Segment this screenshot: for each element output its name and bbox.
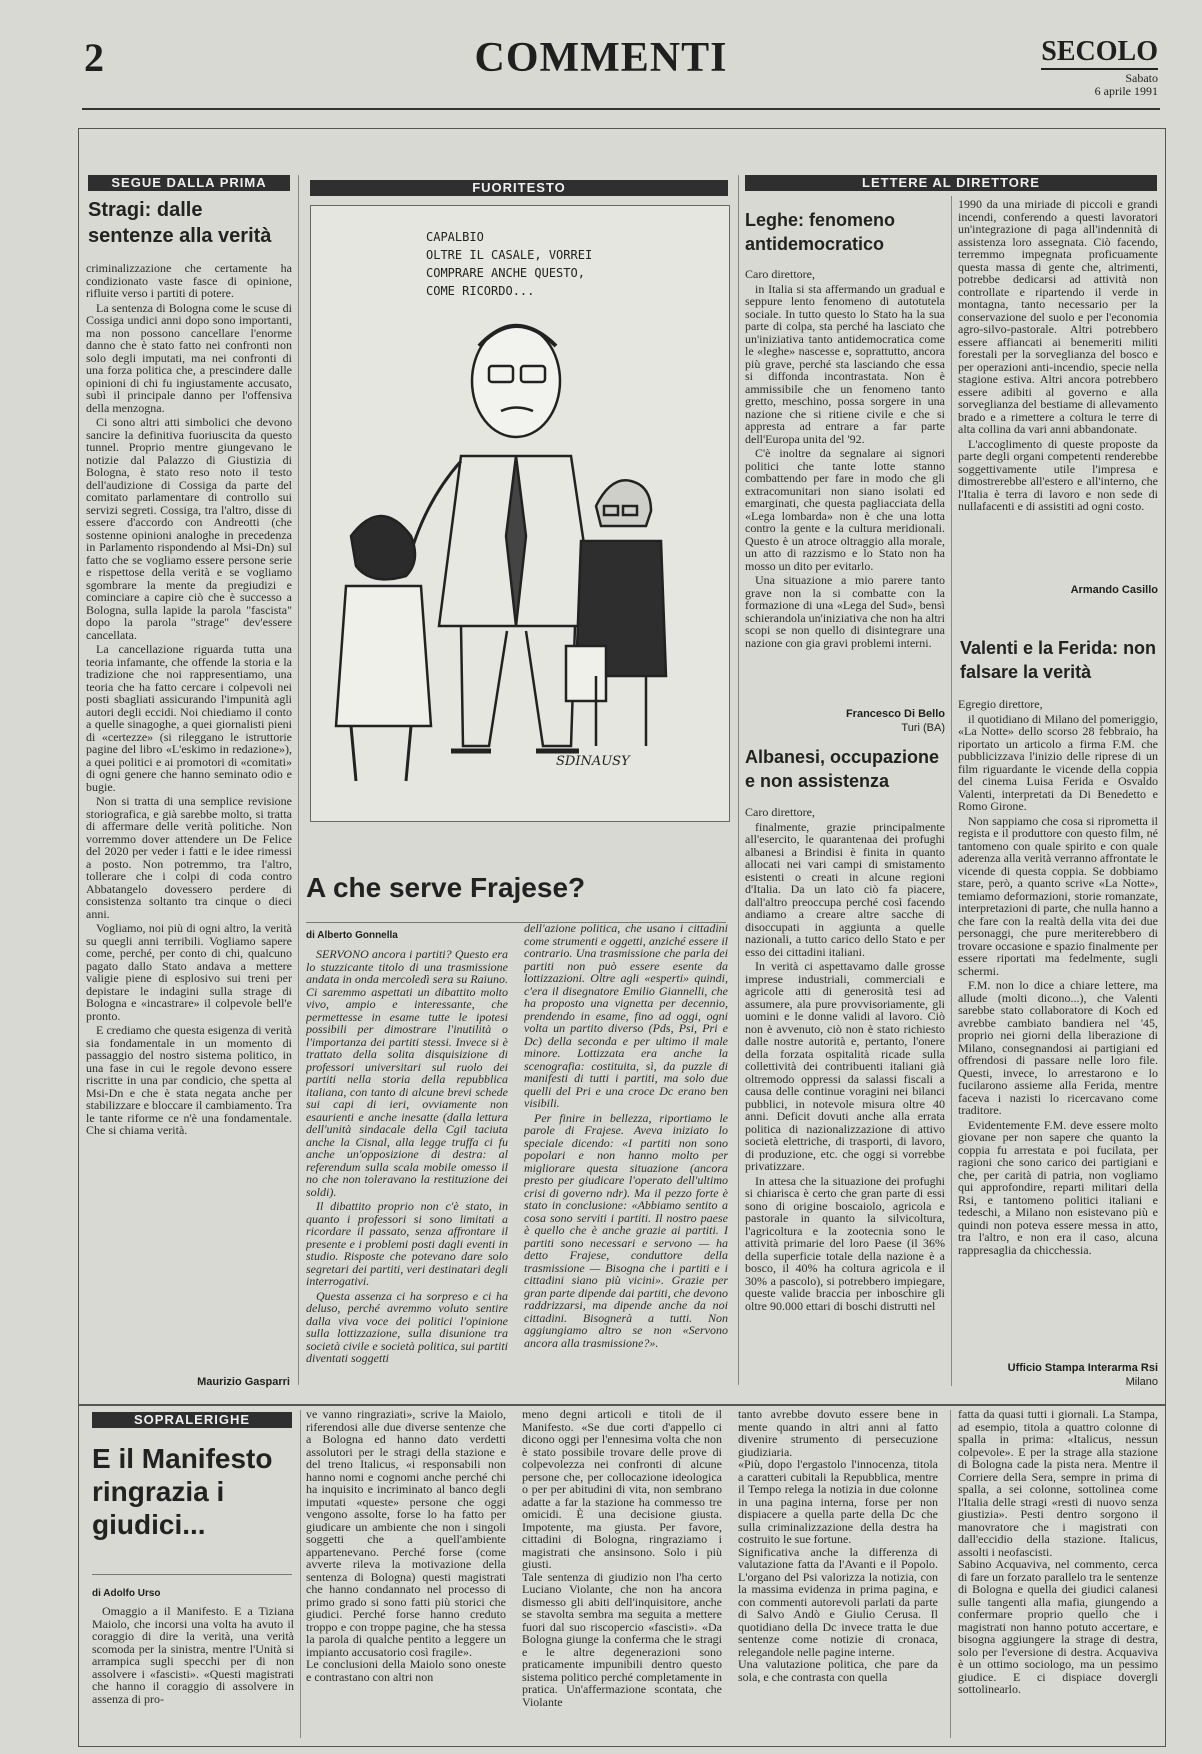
day: Sabato xyxy=(1125,71,1158,85)
sopra-label: SOPRALERIGHE xyxy=(92,1412,292,1428)
frajese-byline: di Alberto Gonnella xyxy=(306,930,398,941)
paragraph: in Italia si sta affermando un gradual e seppure lento fenomeno di autotutela sociale. In tutto questo lo Stato ha la sua parte di colpa, sta perché ha lasciato che un'iniziativa tanto antidemocratica come le «leghe» nascesse e, soprattutto, ancora più grave, perché sta lasciando che essa si diffonda incontrastata. Non è ammissibile che un fenomeno tanto gretto, meschino, possa sorgere in una nazione che si ritiene civile e che si appresta ad entrare a far parte dell'Europa unita del '92. xyxy=(745,281,945,446)
paragraph: La sentenza di Bologna come le scuse di Cossiga undici anni dopo sono importanti, ma non possono cancellare l'enorme danno che è stato fatto nei confronti non solo degli imputati, ma nei confronti di una forza politica che, a prescindere dalle opinioni di chi fu ingiustamente accusato, subì il principale danno per l'offensiva della menzogna. xyxy=(86,300,292,415)
paragraph: il quotidiano di Milano del pomeriggio, «La Notte» dello scorso 28 febbraio, ha riportato un articolo a firma F.M. che pubblicizzava l'inizio delle riprese di un film riguardante le vicende della coppia del cinema Luisa Ferida e Osvaldo Valenti, interpretati da Di Benedetto e Romo Girone. xyxy=(958,711,1158,813)
leghe-body xyxy=(745,268,945,705)
paragraph: In attesa che la situazione dei profughi si chiarisca è certo che gran parte di essi sono di origine boscaiolo, agricola e pastorale in quanto la silvicoltura, l'agricoltura e la zootecnia sono le attività primarie del loro Paese (il 36% della superficie totale della nazione è a bosco, il 40% ha coltura agricola e il 30% a pascolo), si potrebbero impiegare, queste valide braccia per inboschire gli oltre 90.000 ettari di boschi distrutti nel xyxy=(745,1173,945,1313)
paragraph: Egregio direttore, xyxy=(958,698,1043,711)
column-rule xyxy=(738,175,739,1385)
frajese-col1 xyxy=(306,948,508,1388)
sopra-col5: fatta da quasi tutti i giornali. La Stampa, ad esempio, titola a quattro colonne di spalla in prima: «Italicus, nessun colpevole». E per la strage alla stazione di Bologna cade la pista nera. Mentre il Corriere della Sera, sempre in prima di spalla, a sei colonne, sottolinea come l'Italia delle stragi «resti di nuovo senza giustizia». Pesti dentro sorgono il manovratore che i magistrati con dall'eccidio della stazione. Italicus, assolti i neofascisti. Sabino Acquaviva, nel commento, cerca di fare un forzato parallelo tra le sentenze di Bologna e quella dei giudici calanesi sulle tangenti alla mafia, giungendo a confermare proprio quello che i magistrati non hanno potuto accertare, e bisogna aggiungere la strage di destra, solo per l'eversione di destra. Acquaviva è un ottimo sociologo, ma un pessimo giudice. E ci dispiace dovergli sottolinearlo. xyxy=(958,1408,1158,1696)
paragraph: Per finire in bellezza, riportiamo le parole di Frajese. Aveva iniziato lo speciale dicendo: «I partiti non sono popolari e non hanno molto per migliorare questa situazione (ancora presto per giudicare l'operato dell'ultimo crisi di governo ndr). Ma il pezzo forte è stato in conclusione: «Abbiamo sentito a cosa sono serviti i partiti. Il nostro paese è quello che è anche grazie ai partiti. I partiti sono necessari e servono — ha detto Frajese, conduttore della trasmissione — Bisogna che i partiti e i cittadini siano più vicini». Grazie per gran parte dipende dai partiti, che devono raddrizzarsi, ma dipende anche da noi cittadini. Bisognerà a tutti. Non aggiungiamo altro se non «Servono ancora alla trasmissione?». xyxy=(524,1110,728,1350)
segue-signature: Maurizio Gasparri xyxy=(197,1376,290,1388)
sopra-col2: ve vanno ringraziati», scrive la Maiolo, riferendosi alle due diverse sentenze che a Bologna ed hanno dato verdetti assolutori per le stragi della stazione e del treno Italicus, «i responsabili non hanno nomi e cognomi anche perché chi ha inquisito e incriminato al banco degli imputati «queste» persone che oggi vengono assolte, forse lo ha fatto per giudicare un ambiente che non i singoli soggetti che a quell'ambiente appartenevano. Perché forse (come avverte rileva la motivazione della sentenza di Bologna) questi magistrati che hanno condannato nel processo di primo grado si sono fatti più storici che giudici. Perché forse hanno creduto troppo e con troppe pagine, che ha stessa la parola di qualche pentito a leggere un impianto accusatorio così fragile». Le conclusioni della Maiolo sono oneste e contrastano con altri non xyxy=(306,1408,506,1684)
column-rule xyxy=(950,1410,951,1738)
sopra-intro xyxy=(92,1605,294,1735)
segue-body xyxy=(86,262,292,1354)
sopra-title: E il Manifesto ringrazia i giudici... xyxy=(92,1443,273,1540)
paragraph: Non sappiamo che cosa si riprometta il regista e il produttore con questo film, né tantomeno con quale spirito e con quale aderenza alla verità verranno affrontate le vicende di questa coppia. Se dobbiamo stare, però, a quanto scrive «La Notte», temiamo deformazioni, storie romanzate, interpretazioni di parte, che nulla hanno a che fare con la realtà della vita dei due personaggi, che pure meriterebbero di trovare occasione e spazio finalmente per essere riportati ma fedelmente, sugli schermi. xyxy=(958,813,1158,978)
paragraph: La cancellazione riguarda tutta una teoria infamante, che offende la storia e la tradizione che noi rappresentiamo, una teoria che ha fatto cercare i colpevoli nei posti sbagliati assicurando l'impunità agli autori degli eccidi. Noi chiediamo il conto a quelle sinagoghe, a quei giornalisti pieni di «certezze» (si rileggano le istruttorie pagine del libro «L'eskimo in redazione»), a quei politici e ai promotori di «comitati» di ogni genere che hanno seminato odio e bugie. xyxy=(86,642,292,794)
cartoon-caption xyxy=(426,228,592,300)
caption-line: COME RICORDO... xyxy=(426,284,535,298)
date: 6 aprile 1991 xyxy=(1094,84,1158,98)
leghe-place: Turi (BA) xyxy=(901,722,945,734)
paragraph: Caro direttore, xyxy=(745,268,815,281)
leghe-signature: Francesco Di Bello xyxy=(845,708,945,720)
caption-line: CAPALBIO xyxy=(426,230,484,244)
caption-line: COMPRARE ANCHE QUESTO, xyxy=(426,266,585,280)
title-rule xyxy=(92,1574,292,1575)
paragraph: finalmente, grazie principalmente all'esercito, le quarantenaa dei profughi albanesi a Brindisi è finita in quanto allocati nei vari campi di smistamento esistenti o creati in alcune regioni d'Italia. Da un lato ciò fa piacere, dall'altro preoccupa perché così facendo andiamo a creare altre sacche di disoccupati in aggiunta a quelle nazionali, a tutto carico dello Stato e per esso dei cittadini italiani. xyxy=(745,819,945,959)
paragraph: Caro direttore, xyxy=(745,806,815,819)
fuoritesto-label: FUORITESTO xyxy=(310,180,728,196)
lettere-label: LETTERE AL DIRETTORE xyxy=(745,175,1157,191)
paragraph: Una situazione a mio parere tanto grave non la si combatte con la formazione di una «Lega del Sud», bensì schierandola un'iniziativa che non ha altri scopi se non quello di disintegrare una nazione con gia gravi problemi interni. xyxy=(745,573,945,650)
dateline xyxy=(1095,72,1158,98)
page-number: 2 xyxy=(84,35,104,80)
caption-line: OLTRE IL CASALE, VORREI xyxy=(426,248,593,262)
segue-label: SEGUE DALLA PRIMA xyxy=(88,175,290,191)
segue-title: Stragi: dalle sentenze alla verità xyxy=(88,199,272,247)
valenti-title: Valenti e la Ferida: non falsare la verità xyxy=(960,638,1157,682)
cartoonist-signature: SDINAUSY xyxy=(556,754,630,769)
paragraph: dell'azione politica, che usano i cittadini come strumenti e oggetti, anziché essere il contrario. Una trasmissione che parla dei partiti non può essere esente da lottizzazioni. Oltre agli «esperti» quindi, c'era il disegnatore Emilio Giannelli, che ha proposto una vignetta per decennio, prendendo in esame, fino ad oggi, ogni volta un partito diverso (Pds, Psi, Pri e Dc) della seconda e per ultimo il male minore. Lottizzata era anche la scenografia: costituita, sì, da puzzle di manifesti di tutti i partiti, ma solo due quelli del Pri e una croce Dc erano ben visibili. xyxy=(524,922,728,1110)
paragraph: E crediamo che questa esigenza di verità sia fondamentale in un momento di passaggio del nostro sistema politico, in una fase in cui le regole devono essere riscritte in una par condicio, che spetta al Msi-Dn e che è stata negata anche per stabilizzare e bloccare il cambiamento. Tra le tante riforme ce n'è una fondamentale. Che si chiama verità. xyxy=(86,1023,292,1137)
masthead-logo: SECOLO xyxy=(1041,36,1158,70)
paragraph: Non si tratta di una semplice revisione storiografica, e già sarebbe molto, si tratta di affermare delle verità politiche. Non vorremmo dover attendere un De Felice del 2020 per veder i fatti e le idee rimessi a posto. Non potremmo, tra l'altro, tollerare che i colpi di coda contro Abbatangelo dovessero perdere di consistenza soltanto tra cinque o dieci anni. xyxy=(86,794,292,921)
valenti-signature: Ufficio Stampa Interarma Rsi xyxy=(1007,1362,1158,1374)
albanesi-body xyxy=(745,806,945,1384)
paragraph: Vogliamo, noi più di ogni altro, la verità su quegli anni terribili. Vogliamo sapere come, perché, per conto di chi, qualcuno pagato dallo Stato andava a mettere valigie piene di esplosivo sui treni per depistare le indagini sulla strage di Bologna e «incastrare» il colpevole bell'e pronto. xyxy=(86,921,292,1023)
section-title: COMMENTI xyxy=(474,35,728,81)
sopra-col3: meno degni articoli e titoli de il Manifesto. «Se due corti d'appello ci dicono oggi per l'ennesima volta che non è stato possibile trovare delle prove di colpevolezza nei confronti di alcune persone che, per collocazione ideologica o per per abitudini di vita, non sembrano adatte a far la stazione ha commesso tre omicidi. È una decisione giusta. Impotente, ma giusta. Per favore, cittadini di Bologna, ringraziamo i magistrati che ansinsono. Solo i più giusti. Tale sentenza di giudizio non l'ha certo Luciano Violante, che non ha ancora dismesso gli abiti dell'inquisitore, anche se stavolta sembra ma seguita a mettere fuori dal suo riscopercio «fascisti». «Da Bologna giunge la conferma che le stragi e le altre degenerazioni sono praticamente impunibili dentro questo sistema politico perché completamente in pratica. Un'affermazione scontata, che Violante xyxy=(522,1408,722,1709)
albanesi-title: Albanesi, occupazione e non assistenza xyxy=(745,747,940,791)
cartoon-panel xyxy=(310,205,730,822)
paragraph: SERVONO ancora i partiti? Questo era lo stuzzicante titolo di una trasmissione andata in onda mercoledì sera su Raiuno. Ci saremmo aspettati un dibattito molto vivo, ampio e interessante, che permettesse in esame tutte le ipotesi possibili per dimostrare l'inutilità o l'importanza dei partiti stessi. Invece si è trattato della solita disquisizione di professori universitari sul ruolo dei partiti nella storia della repubblica italiana, con tanto di alcune brevi schede sui capi di ieri, ovviamente non esaurienti e anche inesatte (dalla lettura dell'unità sindacale della Cgil taciuta anche la Cisnal, alla legge truffa ci fu anche un'opposizione di destra: al referendum sulla scala mobile omesso il no che non toleravano la restituzione dei soldi). xyxy=(306,948,508,1199)
frajese-col2 xyxy=(524,922,728,1388)
paragraph: Evidentemente F.M. deve essere molto giovane per non sapere che quanto la coppia fu arrestata e poi fucilata, per ragioni che sono carico dei partigiani e che, per carità di patria, non vogliamo qui approfondire, reparti militari della Rsi, e tantomeno politici italiani e tedeschi, a Milano non esistevano più e quindi non poteva essere messa in atto, tra l'altro, e non era il caso, alcuna rappresaglia da chicchessia. xyxy=(958,1117,1158,1257)
paragraph: 1990 da una miriade di piccoli e grandi incendi, conferendo a questi lavoratori un'integrazione di paga all'indennità di assistenza loro assegnata. Ciò facendo, terremmo impegnata proficuamente questa massa di gente che, altrimenti, potrebbe dedicarsi ad attività non controllate e ripartendo il verde in montagna, tanto necessario per la conservazione del suolo e per l'economia agro-silvo-pastorale. Altri potrebbero essere affiancati ai benemeriti militi forestali per la sorveglianza del bosco e per operazioni anti-incendio, specie nella stagione estiva. Altri ancora potrebbero essere adibiti al governo e alla sorveglianza del bestiame di allevamento brado e a rimettere a coltura le terre di alta collina da vari anni abbandonate. xyxy=(958,198,1158,436)
paragraph: Ci sono altri atti simbolici che devono sancire la definitiva fuoriuscita da questo tunnel. Proprio mentre giungevano le notizie dal Palazzo di Giustizia di Bologna, è stato reso noto il testo dell'audizione di Cossiga da parte del comitato parlamentare di controllo sui servizi segreti. Cossiga, tra l'altro, disse di essere d'accordo con Andreotti (che sostenne opinioni analoghe in precedenza in Parlamento rispondendo al Msi-Dn) sul fatto che se vogliamo essere persone serie e rispettose della verità e se vogliamo sgombrare la mente da pregiudizi e cominciare a capire ciò che è successo a Bologna, sulla lapide la parola "fascista" dopo la parola "strage" dev'essere cancellata. xyxy=(86,415,292,642)
column-rule xyxy=(300,1410,301,1738)
sopra-byline: di Adolfo Urso xyxy=(92,1588,161,1599)
sopra-col4: tanto avrebbe dovuto essere bene in mente quando in altri anni al fatto divenire strumento di persecuzione giudiziaria. «Più, dopo l'ergastolo l'innocenza, titola a caratteri cubitali la Repubblica, mentre il Tempo relega la notizia in due colonne in una pagina interna, forse per non dispiacere a quella parte della Dc che sulla criminalizzazione della destra ha costruito le sue fortune. Significativa anche la differenza di valutazione fatta da l'Avanti e il Popolo. L'organo del Psi valorizza la notizia, con la massima evidenza in prima pagina, e con commenti autorevoli parlati da parte di Salvo Andò e Giulio Cerusa. Il quotidiano della Dc invece tratta le due sentenze come notizie di cronaca, relegandole nelle pagine interne. Una valutazione politica, che pare da sola, e che contrasta con quella xyxy=(738,1408,938,1684)
paragraph: Il dibattito proprio non c'è stato, in quanto i professori si sono limitati a ricordare il passato, senza affrontare il presente e i problemi posti dagli eventi in studio. Risposte che potevano dare solo segretari dei partiti, veri destinatari degli interrogativi. xyxy=(306,1199,508,1288)
casillo-signature: Armando Casillo xyxy=(1070,584,1158,596)
paragraph: In verità ci aspettavamo dalle grosse imprese industriali, commerciali e agricole atti di generosità tesi ad assumere, ala pure provvisoriamente, gli uomini e le donne validi al lavoro. Ciò non è avvenuto, ciò non è stato richiesto dalle nostre autorità e, pertanto, l'onere della forzata ospitalità ricade sulla collettività dei contribuenti italiani già oltremodo oppressi da salassi fiscali a causa delle continue voragini nei bilanci pubblici, in notevole misura oltre 40 anni. Deficit dovuti anche alla errata politica di nazionalizzazione di attivo società elettriche, di trasporti, di lavoro, di produzione, etc. che oggi si vorrebbe privatizzare. xyxy=(745,959,945,1173)
leghe-continued xyxy=(958,198,1158,570)
valenti-body xyxy=(958,698,1158,1358)
paragraph: criminalizzazione che certamente ha condizionato vaste fasce di opinione, rifluite verso i partiti di potere. xyxy=(86,262,292,300)
frajese-title: A che serve Frajese? xyxy=(306,872,586,903)
valenti-place: Milano xyxy=(1125,1376,1158,1388)
column-rule xyxy=(298,175,299,1385)
leghe-title: Leghe: fenomeno antidemocratico xyxy=(745,210,896,254)
paragraph: Questa assenza ci ha sorpreso e ci ha deluso, perché avremmo voluto sentire dalla viva voce dei politici l'opinione sulla lottizzazione, sulla disunione tra società civile e società politica, sui partiti diventati soggetti xyxy=(306,1288,508,1365)
paragraph: F.M. non lo dice a chiare lettere, ma allude (molti dicono...), che Valenti sarebbe stato collaboratore di Koch ed avrebbe cambiato bandiera nel '45, proprio nei giorni della liberazione di Milano, consegnandosi ai partigiani ed offrendosi di passare nelle loro file. Questi, invece, lo arrestarono e lo fucilarono assieme alla Ferida, mentre faceva i nazisti lo ricercavano come traditore. xyxy=(958,978,1158,1117)
column-rule xyxy=(951,196,952,1386)
paragraph: Omaggio a il Manifesto. E a Tiziana Maiolo, che incorsi una volta ha avuto il coraggio di dire la verità, una verità scomoda per la sinistra, mentre l'Unità si arrampica sugli specchi per di non assolvere i «fascisti». «Questi magistrati che hanno il coraggio di assolvere in assenza di pro- xyxy=(92,1605,294,1706)
header-rule xyxy=(82,108,1160,110)
paragraph: L'accoglimento di queste proposte da parte degli organi competenti renderebbe soggettivamente utile l'impresa e dimostrerebbe all'estero e all'interno, che l'Italia è terra di lavoro e non sede di nullafacenti e di assistiti ad ogni costo. xyxy=(958,436,1158,513)
paragraph: C'è inoltre da segnalare ai signori politici che tante lotte stanno combattendo per fare in modo che gli extracomunitari non siano isolati ed emarginati, che questa pagliacciata della «Lega lombarda» non è che una lotta contro la gente e la cultura meridionali. Questo è un atroce oltraggio alla morale, un atto di razzismo e lo Stato non ha mosso un dito per evitarlo. xyxy=(745,446,945,573)
